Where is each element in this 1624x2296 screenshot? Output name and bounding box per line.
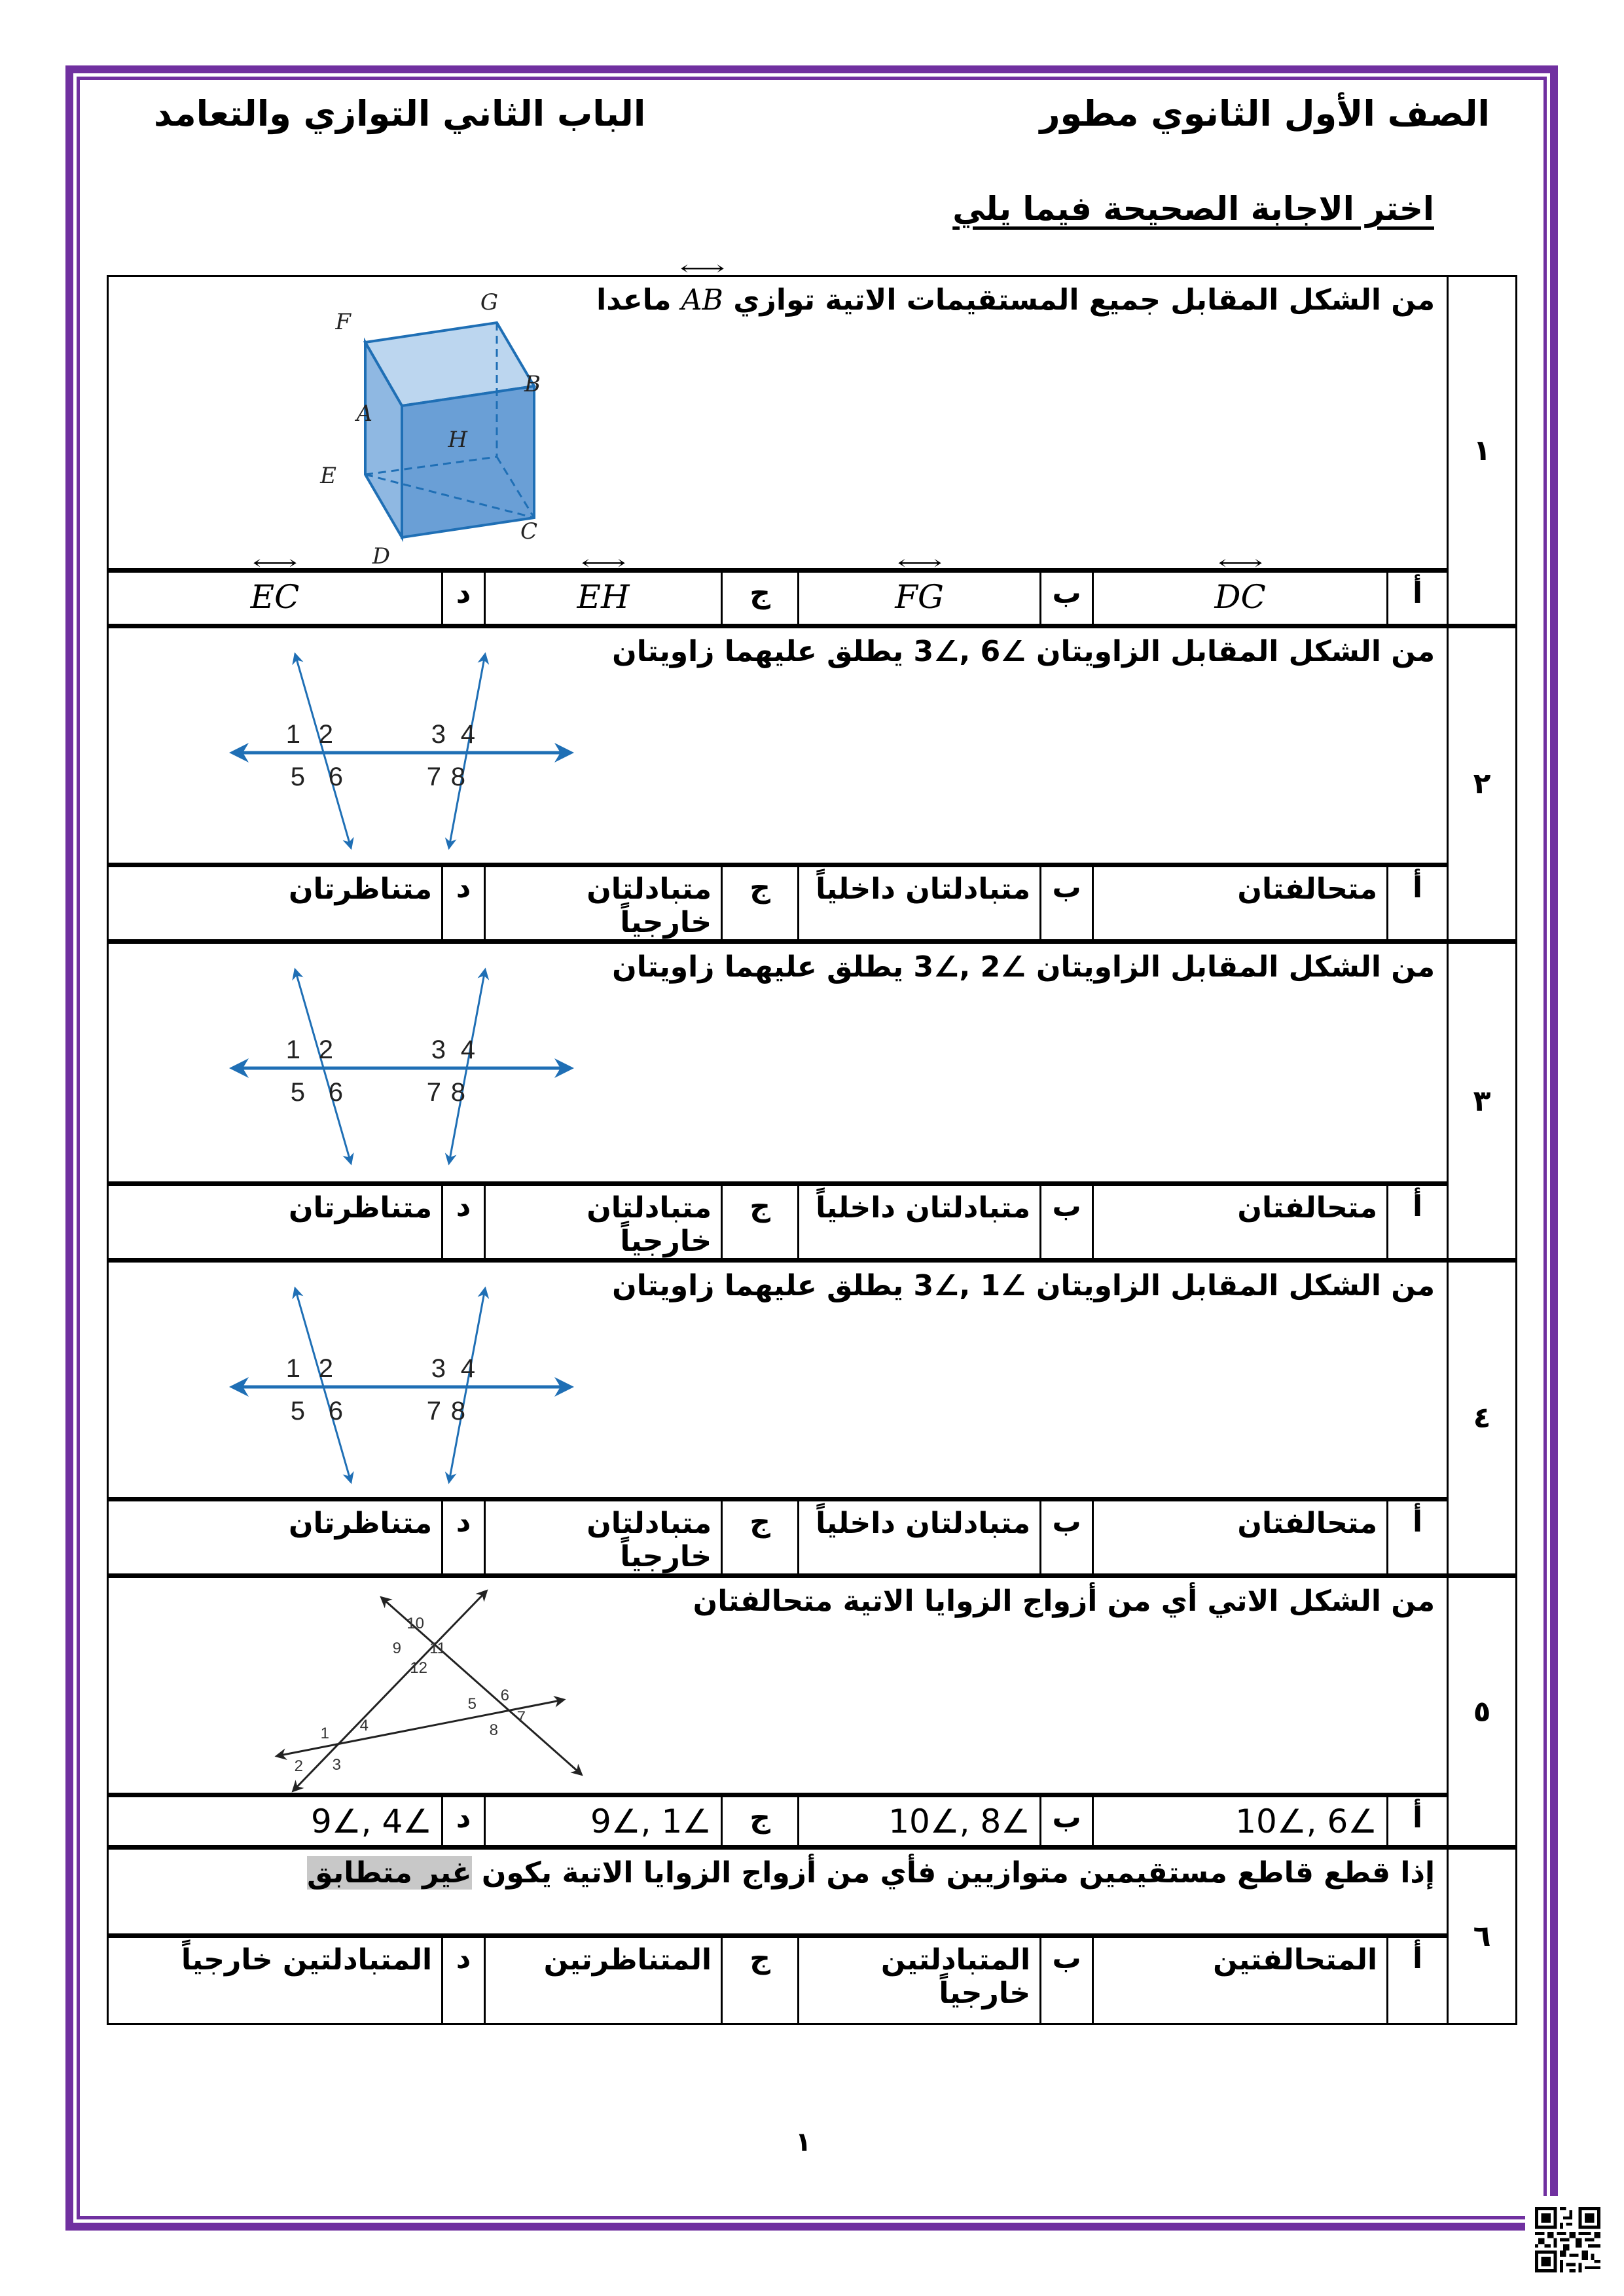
instruction-heading: اختر الاجابة الصحيحة فيما يلي (952, 190, 1434, 228)
question-2-option-d[interactable]: متناظرتان (108, 865, 442, 942)
svg-text:3: 3 (332, 1756, 341, 1774)
svg-text:B: B (524, 371, 541, 397)
option-letter-a: أ (1388, 1184, 1448, 1261)
svg-text:2: 2 (318, 1035, 333, 1064)
question-5-stem (108, 1576, 1448, 1795)
svg-text:1: 1 (285, 1035, 300, 1064)
question-4-option-b[interactable]: متبادلتان داخلياً (799, 1499, 1041, 1576)
svg-text:4: 4 (460, 1354, 475, 1383)
svg-text:E: E (320, 463, 336, 489)
svg-text:6: 6 (328, 1397, 343, 1426)
question-5-option-d[interactable]: ∠4 ,∠9 (108, 1795, 442, 1848)
grade-title: الصف الأول الثانوي مطور (1039, 93, 1490, 134)
option-letter-b: ب (1041, 1184, 1093, 1261)
svg-text:2: 2 (294, 1757, 303, 1775)
question-4-options-row (108, 1499, 1517, 1576)
question-number: ٥ (1448, 1576, 1517, 1848)
svg-text:5: 5 (290, 762, 305, 791)
svg-text:3: 3 (431, 1354, 446, 1383)
question-1-option-b[interactable]: ⟷ FG (799, 571, 1041, 626)
option-letter-d: د (442, 1936, 485, 2024)
svg-text:8: 8 (450, 1397, 465, 1426)
question-number: ٤ (1448, 1261, 1517, 1576)
svg-text:3: 3 (431, 1035, 446, 1064)
svg-text:7: 7 (426, 1078, 441, 1107)
question-number: ٣ (1448, 942, 1517, 1261)
transversal-figure (223, 645, 577, 854)
svg-text:7: 7 (516, 1708, 526, 1726)
svg-text:1: 1 (285, 720, 300, 749)
svg-text:5: 5 (467, 1695, 477, 1713)
question-4-option-a[interactable]: متحالفتان (1093, 1499, 1388, 1576)
svg-text:A: A (356, 401, 372, 427)
question-6-stem-row (108, 1848, 1517, 1936)
option-letter-a: أ (1388, 571, 1448, 626)
question-2-text: من الشكل المقابل الزاويتان ∠6 ,∠3 يطلق عليهما زاويتان (612, 635, 1435, 668)
highlighted-phrase: غير متطابق (307, 1856, 472, 1890)
option-letter-c: ج (722, 1499, 799, 1576)
question-1-option-a[interactable]: ⟷ DC (1093, 571, 1388, 626)
option-letter-b: ب (1041, 1795, 1093, 1848)
svg-text:4: 4 (359, 1717, 369, 1734)
option-letter-a: أ (1388, 865, 1448, 942)
question-5-option-b[interactable]: ∠8 ,∠10 (799, 1795, 1041, 1848)
question-6-stem (108, 1848, 1448, 1936)
svg-text:2: 2 (318, 1354, 333, 1383)
question-2-option-a[interactable]: متحالفتان (1093, 865, 1388, 942)
option-letter-c: ج (722, 865, 799, 942)
svg-text:G: G (480, 289, 498, 315)
question-6-text: إذا قطع قاطع مستقيمين متوازيين فأي من أزواج الزوايا الاتية يكون غير متطابق (307, 1856, 1435, 1890)
svg-text:1: 1 (320, 1725, 329, 1742)
svg-text:8: 8 (489, 1721, 498, 1739)
option-letter-c: ج (722, 571, 799, 626)
qr-code-icon[interactable] (1535, 2207, 1600, 2272)
svg-text:9: 9 (392, 1640, 401, 1657)
question-1-options-row (108, 571, 1517, 626)
option-letter-d: د (442, 1795, 485, 1848)
svg-text:D: D (372, 543, 390, 568)
question-number: ٢ (1448, 626, 1517, 942)
option-letter-d: د (442, 865, 485, 942)
svg-text:10: 10 (406, 1615, 424, 1632)
question-2-option-b[interactable]: متبادلتان داخلياً (799, 865, 1041, 942)
svg-text:3: 3 (431, 720, 446, 749)
question-3-text: من الشكل المقابل الزاويتان ∠2 ,∠3 يطلق عليهما زاويتان (612, 950, 1435, 984)
question-number: ١ (1448, 276, 1517, 626)
transversal-figure (223, 1279, 577, 1488)
question-4-option-d[interactable]: متناظرتان (108, 1499, 442, 1576)
question-3-stem-row (108, 942, 1517, 1184)
svg-text:C: C (520, 518, 537, 545)
svg-text:1: 1 (285, 1354, 300, 1383)
svg-text:4: 4 (460, 1035, 475, 1064)
question-6-option-c[interactable]: المتناظرتين (485, 1936, 722, 2024)
svg-text:8: 8 (450, 762, 465, 791)
option-letter-a: أ (1388, 1499, 1448, 1576)
question-5-stem-row (108, 1576, 1517, 1795)
question-3-option-a[interactable]: متحالفتان (1093, 1184, 1388, 1261)
question-3-option-c[interactable]: متبادلتان خارجياً (485, 1184, 722, 1261)
question-number: ٦ (1448, 1848, 1517, 2024)
transversal-figure (223, 960, 577, 1170)
option-letter-b: ب (1041, 1936, 1093, 2024)
cube-figure (312, 280, 593, 568)
option-letter-b: ب (1041, 865, 1093, 942)
svg-text:8: 8 (450, 1078, 465, 1107)
question-1-stem-row (108, 276, 1517, 571)
svg-text:6: 6 (328, 1078, 343, 1107)
chapter-title: الباب الثاني التوازي والتعامد (154, 93, 646, 134)
option-letter-d: د (442, 1499, 485, 1576)
line-ab-symbol: ⟷ AB (681, 283, 723, 317)
questions-table (107, 275, 1517, 2025)
svg-text:7: 7 (426, 1397, 441, 1426)
question-1-text: من الشكل المقابل جميع المستقيمات الاتية توازي ⟷ AB ماعدا (109, 277, 1447, 317)
option-letter-a: أ (1388, 1936, 1448, 2024)
question-4-option-c[interactable]: متبادلتان خارجياً (485, 1499, 722, 1576)
option-letter-c: ج (722, 1936, 799, 2024)
question-1-option-d[interactable]: ⟷ EC (108, 571, 442, 626)
svg-text:6: 6 (500, 1687, 509, 1704)
svg-text:12: 12 (410, 1659, 427, 1677)
question-3-option-b[interactable]: متبادلتان داخلياً (799, 1184, 1041, 1261)
question-5-option-a[interactable]: ∠6 ,∠10 (1093, 1795, 1388, 1848)
option-letter-b: ب (1041, 1499, 1093, 1576)
question-5-text: من الشكل الاتي أي من أزواج الزوايا الاتية متحالفتان (693, 1585, 1435, 1618)
question-6-option-d[interactable]: المتبادلتين خارجياً (108, 1936, 442, 2024)
option-letter-b: ب (1041, 571, 1093, 626)
option-letter-d: د (442, 1184, 485, 1261)
question-2-stem (108, 626, 1448, 865)
question-3-stem (108, 942, 1448, 1184)
svg-text:5: 5 (290, 1078, 305, 1107)
question-6-option-b[interactable]: المتبادلتين خارجياً (799, 1936, 1041, 2024)
svg-text:7: 7 (426, 762, 441, 791)
question-3-option-d[interactable]: متناظرتان (108, 1184, 442, 1261)
question-2-option-c[interactable]: متبادلتان خارجياً (485, 865, 722, 942)
question-6-options-row (108, 1936, 1517, 2024)
question-6-option-a[interactable]: المتحالفتين (1093, 1936, 1388, 2024)
question-1-stem (108, 276, 1448, 571)
intersecting-lines-figure (264, 1581, 591, 1797)
question-5-option-c[interactable]: ∠1 ,∠9 (485, 1795, 722, 1848)
svg-text:5: 5 (290, 1397, 305, 1426)
svg-text:F: F (335, 309, 351, 335)
question-4-stem (108, 1261, 1448, 1499)
question-2-stem-row (108, 626, 1517, 865)
svg-text:2: 2 (318, 720, 333, 749)
option-letter-a: أ (1388, 1795, 1448, 1848)
option-letter-c: ج (722, 1795, 799, 1848)
svg-text:11: 11 (429, 1640, 446, 1657)
question-4-text: من الشكل المقابل الزاويتان ∠1 ,∠3 يطلق عليهما زاويتان (612, 1269, 1435, 1302)
option-letter-c: ج (722, 1184, 799, 1261)
page-number: ١ (795, 2127, 812, 2157)
question-1-option-c[interactable]: ⟷ EH (485, 571, 722, 626)
question-5-options-row (108, 1795, 1517, 1848)
svg-text:6: 6 (328, 762, 343, 791)
question-4-stem-row (108, 1261, 1517, 1499)
svg-text:4: 4 (460, 720, 475, 749)
svg-text:H: H (448, 427, 467, 453)
question-2-options-row (108, 865, 1517, 942)
option-letter-d: د (442, 571, 485, 626)
question-3-options-row (108, 1184, 1517, 1261)
